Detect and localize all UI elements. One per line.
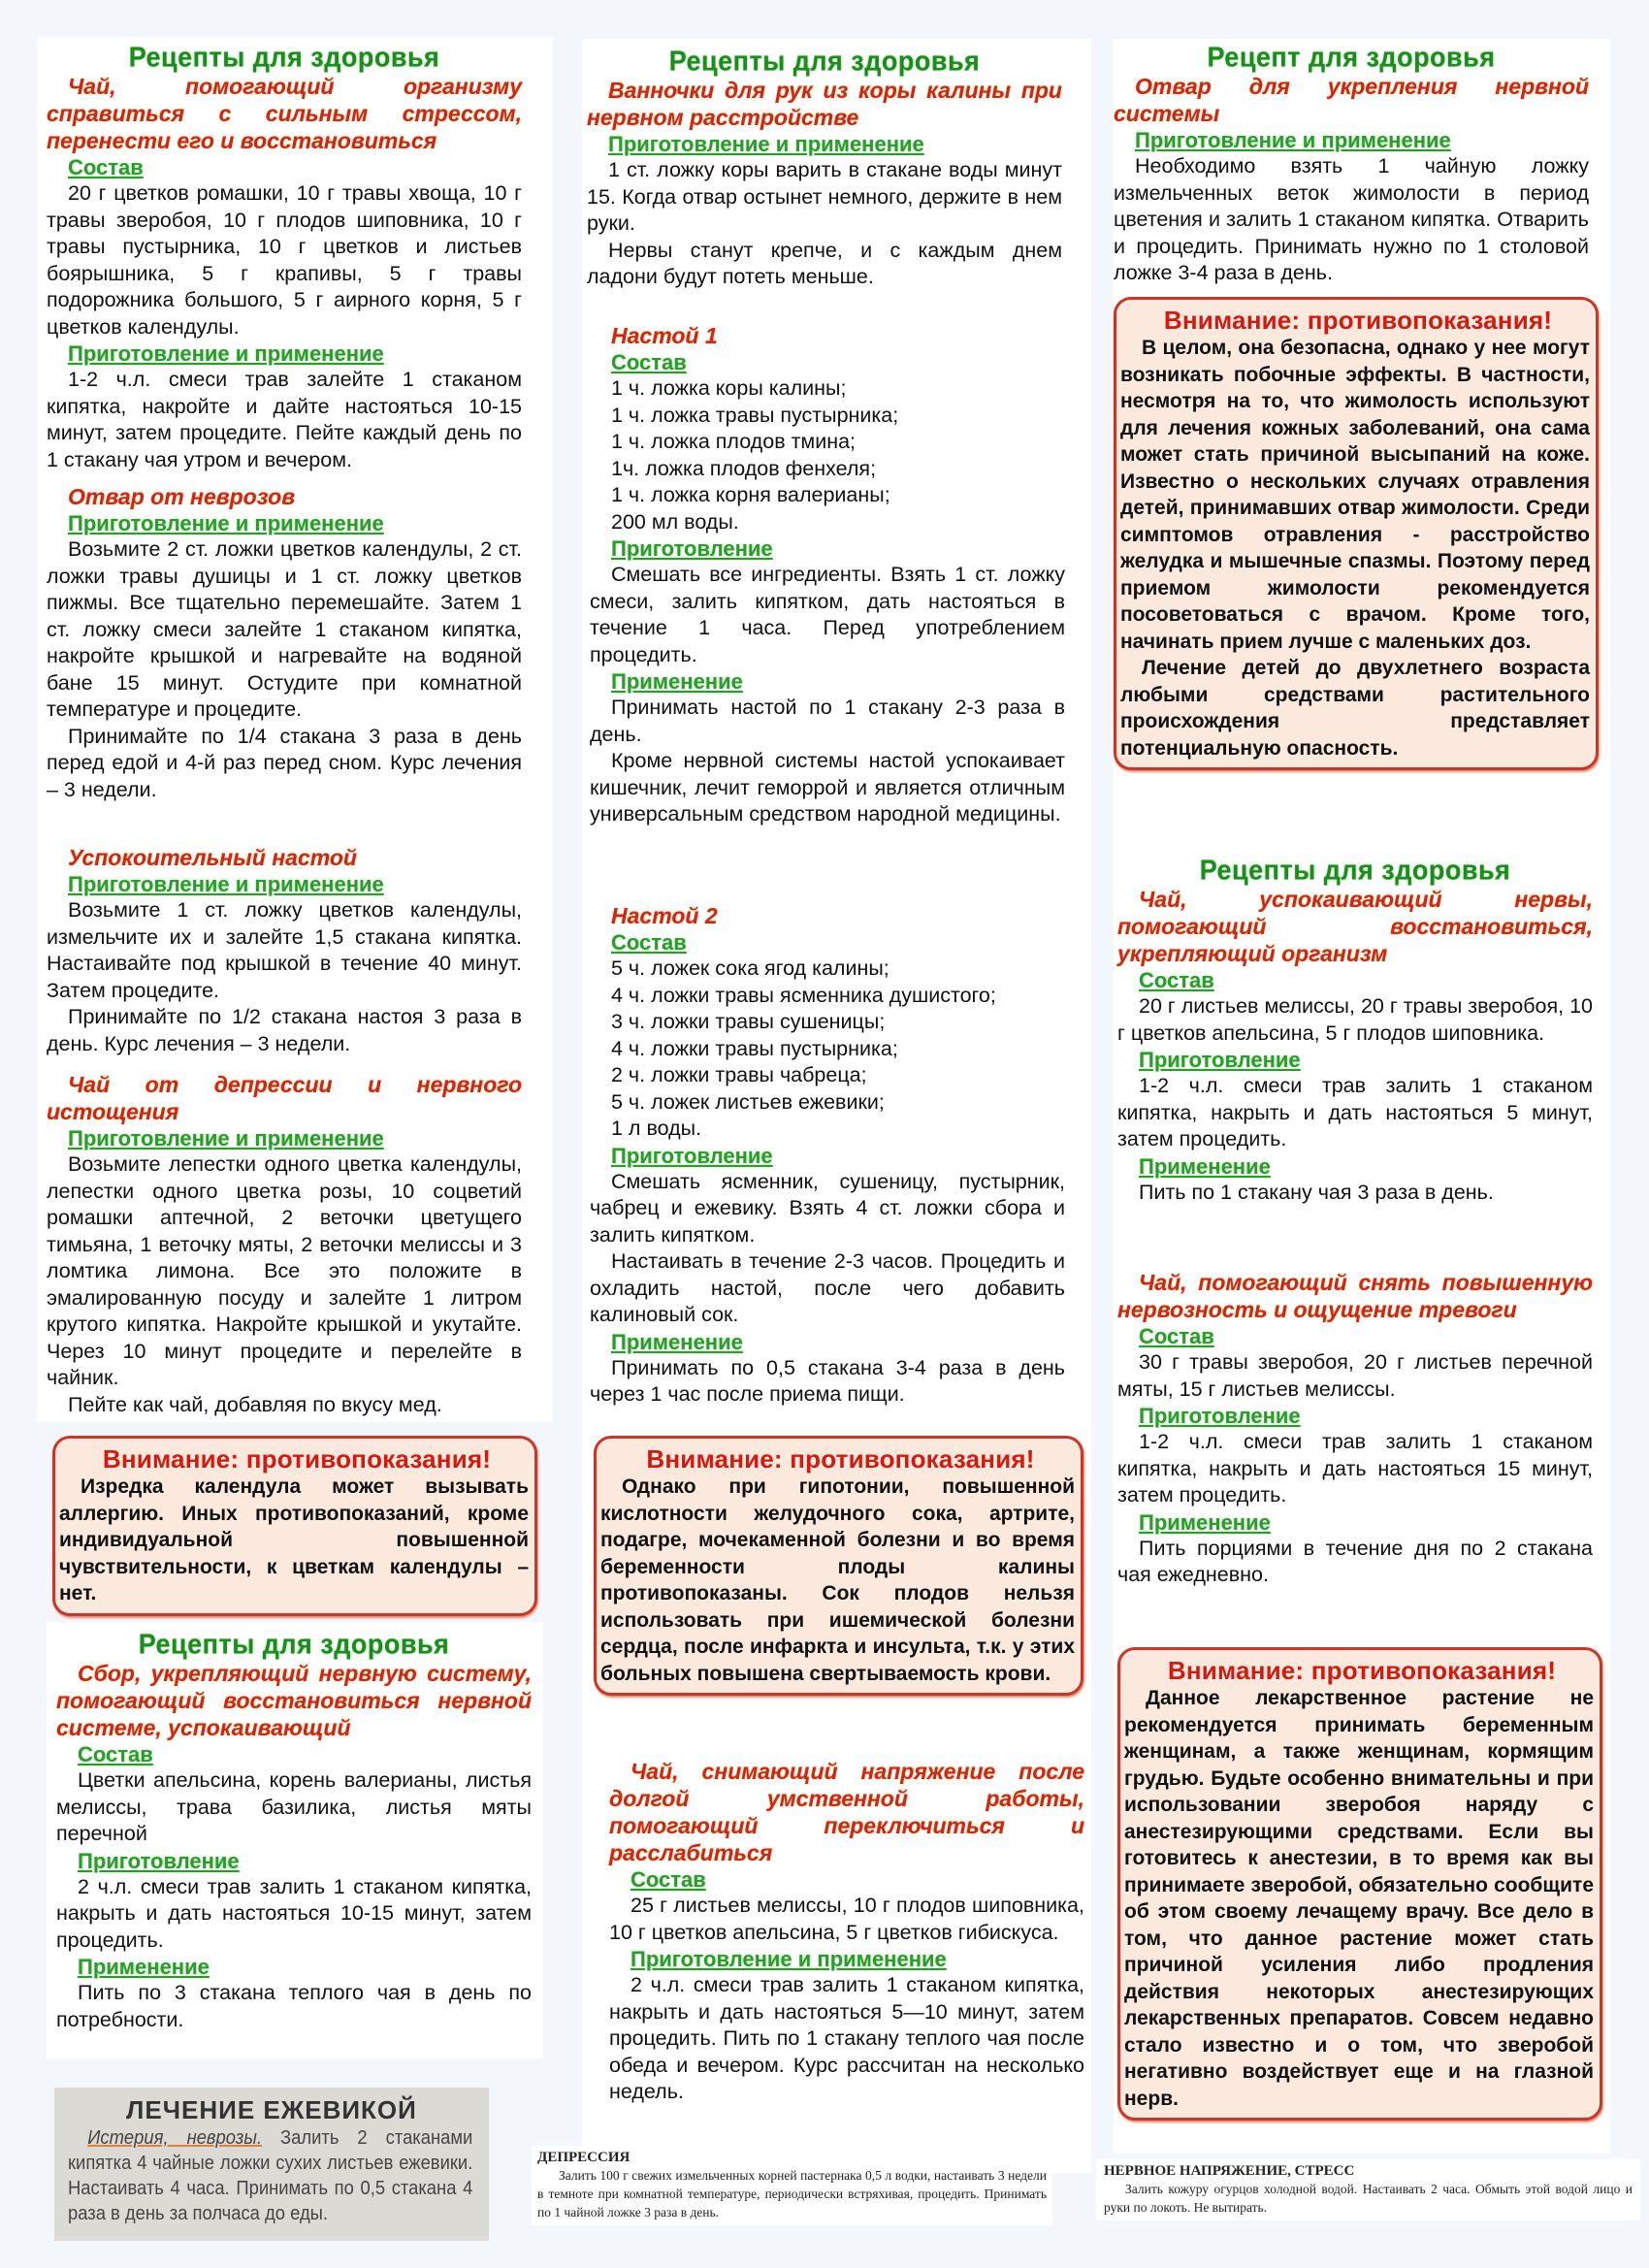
subheading: Применение <box>1139 1153 1271 1179</box>
col3-section2 <box>1117 856 1593 1206</box>
recipe-text: Возьмите лепестки одного цветка календулы, лепестки одного цветка розы, 10 соцветий ромашки аптечной, 2 веточки цветущего тимьяна, 1 веточку мяты, 2 веточки мелиссы и 3 ломтика лимона. Все это положите в эмалированную посуду и залейте 1 литром крутого кипятка. Накройте крышкой и укутайте. Через 10 минут процедите и перелейте в чайник. <box>47 1152 522 1389</box>
col2-section2 <box>590 322 1065 828</box>
subheading: Приготовление и применение <box>68 511 384 535</box>
recipe-text: Возьмите 1 ст. ложку цветков календулы, измельчите их и залейте 1,5 стакана кипятка. Настаивайте под крышкой в течение 40 минут. Затем процедите. <box>47 898 522 1002</box>
recipe-text: Кроме нервной системы настой успокаивает кишечник, лечит геморрой и является отличным универсальным средством народной медицины. <box>590 749 1065 826</box>
subheading: Применение <box>611 669 743 694</box>
subheading: Приготовление <box>1139 1404 1301 1428</box>
section-header: Рецепт для здоровья <box>1207 42 1496 73</box>
warning-title: Внимание: противопоказания! <box>646 1444 1035 1474</box>
subheading: Приготовление <box>611 536 773 561</box>
subheading: Состав <box>611 930 687 955</box>
recipe-text: Принимать по 0,5 стакана 3-4 раза в день через 1 час после приема пищи. <box>590 1355 1065 1406</box>
recipe-text: 20 г цветков ромашки, 10 г травы хвоща, 10 г травы зверобоя, 10 г плодов шиповника, 10 г травы пустырника, 10 г цветков и листьев боярышника, 5 г крапивы, 5 г травы подорожника большого, 5 г аирного корня, 5 г цветков календулы. <box>47 181 522 339</box>
recipe-text: 1-2 ч.л. смеси трав залить 1 стаканом кипятка, накрыть и дать настояться 5 минут, затем процедить. <box>1117 1074 1593 1150</box>
ingredient-list <box>611 375 1065 535</box>
blackberry-clipping <box>54 2088 489 2241</box>
recipe-title: Настой 1 <box>611 323 718 348</box>
warning-title: Внимание: противопоказания! <box>1163 306 1553 335</box>
stress-newsclip <box>1096 2159 1640 2220</box>
col2-warning-box <box>594 1436 1083 1696</box>
newsclip-title: НЕРВНОЕ НАПРЯЖЕНИЕ, СТРЕСС <box>1104 2163 1355 2179</box>
recipe-text: Настаивать в течение 2-3 часов. Процедить и охладить настой, после чего добавить калиновый сок. <box>590 1249 1065 1326</box>
recipe-title: Чай от депрессии и нервного истощения <box>47 1072 522 1124</box>
col1-section1 <box>47 43 522 473</box>
ingredient-item: 1 ч. ложка плодов тмина; <box>611 430 857 453</box>
subheading: Состав <box>630 1867 706 1892</box>
clipping-body: Залить 2 стаканами кипятка 4 чайные ложки сухих листьев ежевики. Настаивать 4 часа. Принимать по 0,5 стакана 4 раза в день за полчаса до еды. <box>68 2127 473 2224</box>
recipe-text: Пить по 1 стакану чая 3 раза в день. <box>1139 1180 1494 1204</box>
section-header: Рецепты для здоровья <box>1199 855 1511 886</box>
col1-section2 <box>47 483 522 803</box>
col1-section3 <box>47 844 522 1057</box>
recipe-title: Чай, помогающий организму справиться с сильным стрессом, перенести его и восстановиться <box>47 74 522 153</box>
col2-section4 <box>609 1758 1084 2106</box>
col3-section3 <box>1117 1269 1593 1589</box>
recipe-text: Смешать ясменник, сушеницу, пустырник, чабрец и ежевику. Взять 4 ст. ложки сбора и залить кипятком. <box>590 1169 1065 1247</box>
recipe-title: Чай, снимающий напряжение после долгой умственной работы, помогающий переключиться и расслабиться <box>609 1759 1084 1865</box>
ingredient-item: 5 ч. ложек листьев ежевики; <box>611 1089 885 1114</box>
section-header: Рецепты для здоровья <box>668 46 981 77</box>
ingredient-item: 4 ч. ложки травы ясменника душистого; <box>611 983 996 1007</box>
warning-text: В целом, она безопасна, однако у нее могут возникать побочные эффекты. В частности, несмотря на то, что жимолость используют для лечения кожных заболеваний, она сама может стать причиной высыпаний на коже. Известно о нескольких случаях отравления детей, принимавших отвар жимолости. Среди симптомов отравления - расстройство желудка и мышечные спазмы. Поэтому перед приемом жимолости рекомендуется посоветоваться с врачом. Кроме того, начинать прием лучше с маленьких доз. <box>1120 337 1590 653</box>
col1-warning-box <box>52 1436 537 1616</box>
subheading: Приготовление и применение <box>608 132 924 156</box>
subheading: Состав <box>1139 1324 1214 1348</box>
ingredient-item: 200 мл воды. <box>611 509 739 534</box>
recipe-text: Цветки апельсина, корень валерианы, листья мелиссы, трава базилика, листья мяты перечной <box>56 1768 532 1845</box>
subheading: Приготовление <box>78 1848 240 1873</box>
recipe-text: Возьмите 2 ст. ложки цветков календулы, 2 ст. ложки травы душицы и 1 ст. ложку цветков пижмы. Все тщательно перемешайте. Затем 1 ст. ложку смеси залейте 1 стаканом кипятка, накройте крышкой и нагревайте на водяной бане 15 минут. Остудите при комнатной температуре и процедите. <box>47 537 522 721</box>
subheading: Состав <box>611 350 687 374</box>
recipe-text: 25 г листьев мелиссы, 10 г плодов шиповника, 10 г цветков апельсина, 5 г цветков гибискуса. <box>609 1894 1084 1944</box>
recipe-text: Нервы станут крепче, и с каждым днем ладони будут потеть меньше. <box>587 238 1062 288</box>
recipe-text: Пить порциями в течение дня по 2 стакана чая ежедневно. <box>1117 1536 1593 1586</box>
clipping-lead: Истерия, неврозы. <box>87 2127 263 2149</box>
subheading: Приготовление и применение <box>68 872 384 896</box>
subheading: Приготовление и применение <box>1135 128 1451 152</box>
subheading: Состав <box>78 1742 153 1766</box>
ingredient-list <box>611 956 1065 1143</box>
ingredient-item: 2 ч. ложки травы чабреца; <box>611 1063 867 1086</box>
subheading: Приготовление <box>611 1143 773 1168</box>
warning-text: Однако при гипотонии, повышенной кислотности желудочного сока, артрите, подагре, мочекаменной болезни и во время беременности плоды калины противопоказаны. Сок плодов нельзя использовать при ишемической болезни сердца, после инфаркта и инсульта, т.к. у этих больных повышена свертываемость крови. <box>600 1475 1075 1685</box>
recipe-text: 2 ч.л. смеси трав залить 1 стаканом кипятка, накрыть и дать настояться 10-15 минут, затем процедить. <box>56 1874 532 1952</box>
col2-section3 <box>590 902 1065 1409</box>
subheading: Состав <box>68 155 144 179</box>
recipe-text: Смешать все ингредиенты. Взять 1 ст. ложку смеси, залить кипятком, дать настояться в течение 1 часа. Перед употреблением процедить. <box>590 563 1065 666</box>
col3-warning-box-2 <box>1117 1647 1602 2121</box>
recipe-text: Необходимо взять 1 чайную ложку измельченных веток жимолости в период цветения и залить 1 стаканом кипятка. Отварить и процедить. Принимать нужно по 1 столовой ложке 3-4 раза в день. <box>1114 154 1589 284</box>
recipe-text: 20 г листьев мелиссы, 20 г травы зверобоя, 10 г цветков апельсина, 5 г плодов шиповника. <box>1117 994 1593 1045</box>
col3-section1 <box>1114 43 1589 287</box>
newsclip-text: Залить 100 г свежих измельченных корней пастернака 0,5 л водки, настаивать 3 недели в темноте при комнатной температуре, периодически встряхивая, процедить. Принимать по 1 чайной ложке 3 раза в день. <box>537 2168 1047 2219</box>
section-header: Рецепты для здоровья <box>138 1629 450 1660</box>
ingredient-item: 1 ч. ложка корня валерианы; <box>611 483 890 506</box>
ingredient-item: 5 ч. ложек сока ягод калины; <box>611 956 889 980</box>
warning-text: Изредка календула может вызывать аллергию. Иных противопоказаний, кроме индивидуальной повышенной чувствительности, к цветкам календулы – нет. <box>59 1475 529 1604</box>
recipe-text: Пейте как чай, добавляя по вкусу мед. <box>68 1392 442 1416</box>
subheading: Приготовление и применение <box>68 341 384 366</box>
recipe-text: 1-2 ч.л. смеси трав залейте 1 стаканом кипятка, накройте и дайте настояться 10-15 минут, затем процедите. Пейте каждый день по 1 стакану чая утром и вечером. <box>47 368 522 471</box>
ingredient-item: 1ч. ложка плодов фенхеля; <box>611 456 877 480</box>
subheading: Применение <box>78 1955 210 1979</box>
recipe-title: Сбор, укрепляющий нервную систему, помогающий восстановиться нервной системе, успокаивающий <box>56 1661 532 1740</box>
recipe-text: 2 ч.л. смеси трав залить 1 стаканом кипятка, накрыть и дать настояться 5—10 минут, затем процедить. Пить по 1 стакану теплого чая после обеда и вечером. Курс рассчитан на несколько недель. <box>609 1973 1084 2103</box>
recipe-text: Принимайте по 1/4 стакана 3 раза в день перед едой и 4-й раз перед сном. Курс лечения – 3 недели. <box>47 724 522 801</box>
warning-text: Лечение детей до двухлетнего возраста любыми средствами растительного происхождения представляет потенциальную опасность. <box>1120 657 1590 760</box>
ingredient-item: 3 ч. ложки травы сушеницы; <box>611 1010 886 1033</box>
ingredient-item: 1 ч. ложка травы пустырника; <box>611 403 899 427</box>
subheading: Применение <box>611 1329 743 1354</box>
recipe-text: Принимать настой по 1 стакану 2-3 раза в день. <box>590 696 1065 746</box>
ingredient-item: 1 л воды. <box>611 1117 702 1140</box>
recipe-text: Принимайте по 1/2 стакана настоя 3 раза в день. Курс лечения – 3 недели. <box>47 1005 522 1055</box>
col1-section5 <box>56 1630 532 2033</box>
subheading: Состав <box>1139 968 1214 992</box>
col3-warning-box-1 <box>1114 297 1599 770</box>
subheading: Применение <box>1139 1509 1271 1535</box>
recipe-title: Ванночки для рук из коры калины при нервном расстройстве <box>587 78 1062 130</box>
section-header: Рецепты для здоровья <box>128 42 440 73</box>
recipe-text: 30 г травы зверобоя, 20 г листьев перечной мяты, 15 г листьев мелиссы. <box>1117 1350 1593 1401</box>
recipe-title: Отвар от неврозов <box>68 484 296 509</box>
warning-title: Внимание: противопоказания! <box>1167 1656 1557 1685</box>
recipe-text: 1 ст. ложку коры варить в стакане воды минут 15. Когда отвар остынет немного, держите в нем руки. <box>587 158 1062 235</box>
subheading: Приготовление и применение <box>68 1126 384 1150</box>
newsclip-text: Залить кожуру огурцов холодной водой. Настаивать 2 часа. Обмыть этой водой лицо и руки по локоть. Не вытирать. <box>1104 2182 1633 2215</box>
recipe-text: Пить по 3 стакана теплого чая в день по потребности. <box>56 1981 532 2031</box>
clipping-title: ЛЕЧЕНИЕ ЕЖЕВИКОЙ <box>126 2095 417 2124</box>
recipe-text: 1-2 ч.л. смеси трав залить 1 стаканом кипятка, накрыть и дать настояться 15 минут, затем процедить. <box>1117 1430 1593 1507</box>
newsclip-title: ДЕПРЕССИЯ <box>537 2150 630 2165</box>
col1-section4 <box>47 1071 522 1418</box>
depression-newsclip <box>532 2146 1052 2225</box>
warning-text: Данное лекарственное растение не рекомендуется принимать беременным женщинам, а также женщинам, кормящим грудью. Будьте особенно внимательны и при использовании зверобоя наряду с анестезирующими средствами. Если вы готовитесь к анестезии, в то время как вы принимаете зверобой, обязательно сообщите об этом своему лечащему врачу. Все дело в том, что данное растение может стать причиной усиления либо продления действия некоторых анестезирующих лекарственных препаратов. Совсем недавно стало известно и о том, что зверобой негативно воздействует еще и на глазной нерв. <box>1124 1687 1594 2110</box>
clipping-text <box>68 2125 472 2226</box>
ingredient-item: 4 ч. ложки травы пустырника; <box>611 1036 898 1060</box>
subheading: Приготовление и применение <box>630 1947 947 1971</box>
recipe-title: Успокоительный настой <box>68 845 357 870</box>
recipe-title: Настой 2 <box>611 903 718 928</box>
recipe-title: Отвар для укрепления нервной системы <box>1114 74 1589 126</box>
ingredient-item: 1 ч. ложка коры калины; <box>611 376 847 400</box>
recipe-title: Чай, помогающий снять повышенную нервозность и ощущение тревоги <box>1117 1270 1593 1322</box>
subheading: Приготовление <box>1139 1048 1301 1072</box>
col2-section1 <box>587 47 1062 291</box>
recipe-title: Чай, успокаивающий нервы, помогающий восстановиться, укрепляющий организм <box>1117 887 1593 966</box>
warning-title: Внимание: противопоказания! <box>102 1444 492 1474</box>
